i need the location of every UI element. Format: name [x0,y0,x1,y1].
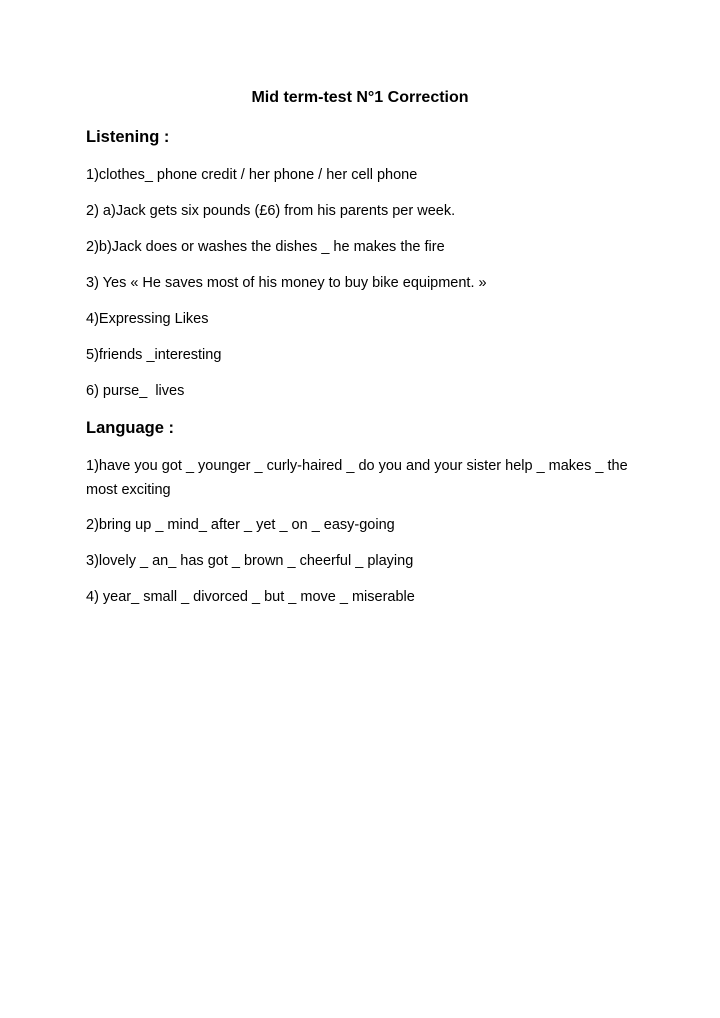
listening-answer-3: 3) Yes « He saves most of his money to buy bike equipment. » [86,275,487,291]
listening-answer-6: 6) purse_ lives [86,383,185,399]
language-answer-2: 2)bring up _ mind_ after _ yet _ on _ easy-going [86,517,395,533]
language-heading: Language : [86,419,175,437]
listening-answer-1: 1)clothes_ phone credit / her phone / her cell phone [86,167,418,183]
listening-answer-2a: 2) a)Jack gets six pounds (£6) from his parents per week. [86,203,456,219]
page-title: Mid term-test N°1 Correction [251,89,469,106]
listening-answer-5: 5)friends _interesting [86,347,222,363]
language-answer-4: 4) year_ small _ divorced _ but _ move _ miserable [86,589,415,605]
language-answer-3: 3)lovely _ an_ has got _ brown _ cheerful _ playing [86,553,414,569]
listening-heading: Listening : [86,128,170,146]
language-answer-1: 1)have you got _ younger _ curly-haired _ do you and your sister help _ makes _ the most exciting [86,458,632,498]
listening-answer-4: 4)Expressing Likes [86,311,209,327]
listening-answer-2b: 2)b)Jack does or washes the dishes _ he makes the fire [86,239,445,255]
